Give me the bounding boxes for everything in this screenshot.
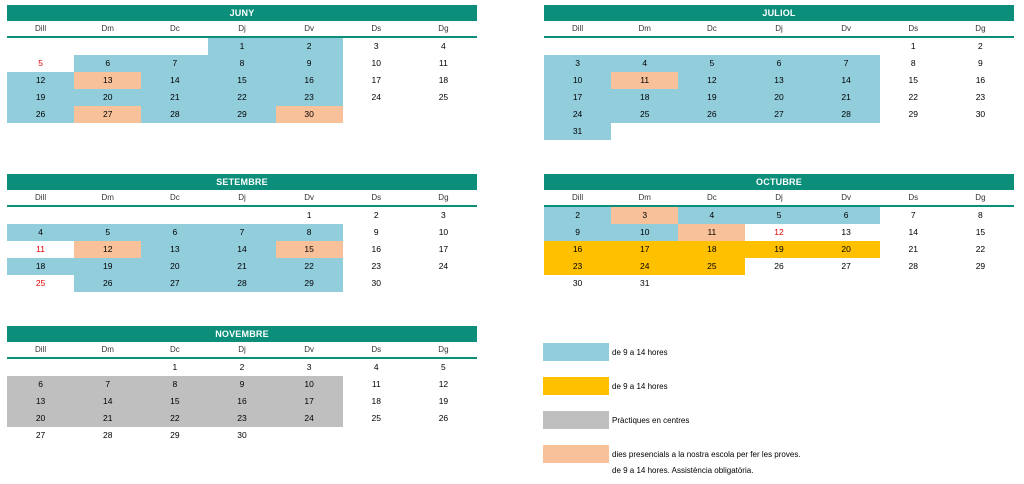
weekday-label: Dg <box>975 24 986 33</box>
day-cell: 7 <box>910 210 916 220</box>
day-cell: 1 <box>910 41 916 51</box>
day-cell: 26 <box>7 106 74 123</box>
day-cell: 3 <box>611 207 678 224</box>
day-cell: 24 <box>544 106 611 123</box>
day-cell: 14 <box>74 393 141 410</box>
empty-cell <box>410 275 477 292</box>
day-cell: 3 <box>441 210 446 220</box>
day-cell: 4 <box>611 55 678 72</box>
month-title: JULIOL <box>544 5 1014 21</box>
day-cell: 25 <box>35 278 46 288</box>
day-cell: 10 <box>371 58 381 68</box>
day-cell: 30 <box>572 278 583 288</box>
day-cell: 30 <box>975 109 986 119</box>
day-cell: 16 <box>544 241 611 258</box>
empty-cell <box>276 427 343 444</box>
day-cell: 12 <box>74 241 141 258</box>
day-cell: 12 <box>774 227 784 237</box>
day-cell: 28 <box>208 275 275 292</box>
day-cell: 6 <box>74 55 141 72</box>
day-cell: 2 <box>544 207 611 224</box>
day-cell: 30 <box>371 278 381 288</box>
day-grid <box>7 207 477 292</box>
day-cell: 2 <box>978 41 983 51</box>
weekday-label: Dv <box>304 193 315 202</box>
month-title: OCTUBRE <box>544 174 1014 190</box>
empty-cell <box>7 207 74 224</box>
weekday-label: Dc <box>169 345 180 354</box>
empty-cell <box>745 38 812 55</box>
weekday-label: Dc <box>706 193 717 202</box>
day-cell: 5 <box>678 55 745 72</box>
day-cell: 9 <box>544 224 611 241</box>
weekday-label: Dg <box>438 193 449 202</box>
weekday-label: Dj <box>238 345 246 354</box>
day-cell: 11 <box>371 379 381 389</box>
calendar-octubre <box>544 174 1014 292</box>
day-cell: 10 <box>611 224 678 241</box>
day-cell: 19 <box>745 241 812 258</box>
day-cell: 28 <box>813 106 880 123</box>
day-cell: 19 <box>678 89 745 106</box>
day-cell: 21 <box>208 258 275 275</box>
day-cell: 29 <box>908 109 918 119</box>
day-cell: 17 <box>438 244 449 254</box>
empty-cell <box>343 427 410 444</box>
day-cell: 5 <box>38 58 43 68</box>
day-cell: 24 <box>276 410 343 427</box>
empty-cell <box>74 359 141 376</box>
weekday-label: Dill <box>35 24 47 33</box>
day-cell: 18 <box>438 75 449 85</box>
day-cell: 12 <box>438 379 449 389</box>
day-cell: 9 <box>373 227 379 237</box>
day-cell: 25 <box>371 413 381 423</box>
day-cell: 3 <box>306 362 312 372</box>
day-cell: 4 <box>678 207 745 224</box>
day-cell: 23 <box>544 258 611 275</box>
day-cell: 26 <box>678 106 745 123</box>
weekday-label: Dv <box>304 24 315 33</box>
day-cell: 4 <box>373 362 379 372</box>
weekday-label: Dill <box>35 193 47 202</box>
day-cell: 11 <box>611 72 678 89</box>
day-cell: 20 <box>74 89 141 106</box>
day-cell: 20 <box>745 89 812 106</box>
day-cell: 13 <box>74 72 141 89</box>
day-cell: 5 <box>441 362 446 372</box>
day-cell: 17 <box>611 241 678 258</box>
day-cell: 22 <box>975 244 986 254</box>
day-cell: 30 <box>237 430 247 440</box>
day-cell: 11 <box>439 58 448 68</box>
day-cell: 22 <box>276 258 343 275</box>
legend-item-gray <box>543 411 843 429</box>
weekday-label: Dc <box>706 24 717 33</box>
day-cell: 2 <box>239 362 245 372</box>
weekday-header <box>544 191 1014 207</box>
day-cell: 29 <box>975 261 986 271</box>
day-cell: 18 <box>678 241 745 258</box>
weekday-label: Ds <box>371 193 382 202</box>
legend-label: de 9 a 14 hores <box>612 381 668 391</box>
day-cell: 25 <box>611 106 678 123</box>
empty-cell <box>947 275 1014 292</box>
day-cell: 26 <box>74 275 141 292</box>
day-cell: 12 <box>7 72 74 89</box>
day-cell: 27 <box>141 275 208 292</box>
day-cell: 25 <box>438 92 449 102</box>
day-cell: 9 <box>276 55 343 72</box>
day-cell: 7 <box>74 376 141 393</box>
day-cell: 6 <box>745 55 812 72</box>
legend-item-orange <box>543 445 843 463</box>
day-grid <box>544 38 1014 140</box>
day-cell: 20 <box>7 410 74 427</box>
empty-cell <box>678 123 745 140</box>
weekday-label: Ds <box>371 24 382 33</box>
empty-cell <box>947 123 1014 140</box>
weekday-label: Dm <box>101 193 114 202</box>
empty-cell <box>880 123 947 140</box>
legend-label: dies presencials a la nostra escola per fer les proves. <box>612 449 801 459</box>
empty-cell <box>208 207 275 224</box>
empty-cell <box>611 38 678 55</box>
weekday-label: Dg <box>975 193 986 202</box>
legend-swatch <box>543 343 609 361</box>
day-cell: 17 <box>276 393 343 410</box>
day-cell: 20 <box>813 241 880 258</box>
calendar-setembre <box>7 174 477 292</box>
legend-label: de 9 a 14 hores <box>612 347 668 357</box>
day-cell: 15 <box>208 72 275 89</box>
day-cell: 20 <box>141 258 208 275</box>
day-cell: 15 <box>975 227 986 237</box>
weekday-label: Dv <box>841 24 852 33</box>
day-cell: 23 <box>276 89 343 106</box>
weekday-label: Ds <box>908 193 919 202</box>
day-cell: 1 <box>306 210 312 220</box>
weekday-label: Dill <box>35 345 47 354</box>
day-cell: 31 <box>639 278 650 288</box>
day-cell: 27 <box>74 106 141 123</box>
day-grid <box>544 207 1014 292</box>
day-cell: 16 <box>276 72 343 89</box>
weekday-label: Ds <box>908 24 919 33</box>
weekday-label: Dm <box>638 24 651 33</box>
day-cell: 17 <box>544 89 611 106</box>
day-cell: 22 <box>208 89 275 106</box>
empty-cell <box>141 207 208 224</box>
calendar-juliol <box>544 5 1014 140</box>
weekday-label: Dc <box>169 24 180 33</box>
legend-item-yellow <box>543 377 843 395</box>
empty-cell <box>7 38 74 55</box>
day-cell: 22 <box>908 92 918 102</box>
day-cell: 3 <box>373 41 379 51</box>
day-cell: 22 <box>141 410 208 427</box>
day-cell: 23 <box>975 92 986 102</box>
day-cell: 16 <box>208 393 275 410</box>
weekday-label: Ds <box>371 345 382 354</box>
day-cell: 4 <box>441 41 446 51</box>
day-cell: 21 <box>813 89 880 106</box>
day-cell: 18 <box>7 258 74 275</box>
day-cell: 4 <box>7 224 74 241</box>
day-cell: 6 <box>141 224 208 241</box>
day-cell: 15 <box>908 75 918 85</box>
day-cell: 26 <box>438 413 449 423</box>
calendar-novembre <box>7 326 477 444</box>
day-cell: 12 <box>678 72 745 89</box>
weekday-label: Dj <box>238 24 246 33</box>
weekday-header <box>7 191 477 207</box>
day-cell: 26 <box>774 261 784 271</box>
weekday-label: Dj <box>775 24 783 33</box>
weekday-label: Dg <box>438 345 449 354</box>
legend-extra-note: de 9 a 14 hores. Assistència obligatòria. <box>612 466 754 475</box>
day-cell: 8 <box>141 376 208 393</box>
day-cell: 27 <box>35 430 46 440</box>
day-cell: 23 <box>371 261 381 271</box>
day-cell: 19 <box>438 396 449 406</box>
day-cell: 28 <box>908 261 918 271</box>
day-cell: 8 <box>208 55 275 72</box>
weekday-label: Dg <box>438 24 449 33</box>
day-cell: 25 <box>678 258 745 275</box>
day-cell: 13 <box>141 241 208 258</box>
day-cell: 3 <box>544 55 611 72</box>
day-cell: 29 <box>276 275 343 292</box>
day-cell: 24 <box>611 258 678 275</box>
day-grid <box>7 38 477 123</box>
day-cell: 14 <box>908 227 918 237</box>
legend-swatch <box>543 445 609 463</box>
weekday-label: Dm <box>638 193 651 202</box>
day-cell: 31 <box>544 123 611 140</box>
day-cell: 30 <box>276 106 343 123</box>
day-cell: 5 <box>74 224 141 241</box>
day-cell: 9 <box>978 58 983 68</box>
day-cell: 21 <box>74 410 141 427</box>
day-cell: 11 <box>678 224 745 241</box>
legend-swatch <box>543 411 609 429</box>
day-cell: 9 <box>208 376 275 393</box>
day-cell: 7 <box>141 55 208 72</box>
empty-cell <box>678 38 745 55</box>
day-cell: 6 <box>7 376 74 393</box>
day-cell: 17 <box>371 75 381 85</box>
day-cell: 8 <box>910 58 916 68</box>
day-cell: 13 <box>7 393 74 410</box>
day-cell: 10 <box>276 376 343 393</box>
day-cell: 8 <box>276 224 343 241</box>
weekday-label: Dm <box>101 345 114 354</box>
day-cell: 18 <box>611 89 678 106</box>
day-cell: 7 <box>813 55 880 72</box>
day-cell: 7 <box>208 224 275 241</box>
day-cell: 14 <box>141 72 208 89</box>
empty-cell <box>745 275 812 292</box>
day-grid <box>7 359 477 444</box>
day-cell: 19 <box>7 89 74 106</box>
day-cell: 14 <box>813 72 880 89</box>
day-cell: 28 <box>102 430 113 440</box>
empty-cell <box>544 38 611 55</box>
empty-cell <box>7 359 74 376</box>
day-cell: 24 <box>371 92 381 102</box>
empty-cell <box>410 106 477 123</box>
empty-cell <box>343 106 410 123</box>
empty-cell <box>745 123 812 140</box>
day-cell: 1 <box>172 362 178 372</box>
day-cell: 6 <box>813 207 880 224</box>
day-cell: 28 <box>141 106 208 123</box>
weekday-label: Dill <box>572 193 584 202</box>
day-cell: 23 <box>208 410 275 427</box>
weekday-label: Dj <box>238 193 246 202</box>
day-cell: 2 <box>373 210 379 220</box>
day-cell: 11 <box>36 244 45 254</box>
day-cell: 10 <box>544 72 611 89</box>
empty-cell <box>410 427 477 444</box>
month-title: SETEMBRE <box>7 174 477 190</box>
empty-cell <box>74 38 141 55</box>
day-cell: 8 <box>978 210 983 220</box>
day-cell: 24 <box>438 261 449 271</box>
weekday-label: Dc <box>169 193 180 202</box>
weekday-header <box>7 343 477 359</box>
weekday-label: Dm <box>101 24 114 33</box>
day-cell: 18 <box>371 396 381 406</box>
empty-cell <box>813 275 880 292</box>
day-cell: 15 <box>276 241 343 258</box>
day-cell: 29 <box>208 106 275 123</box>
day-cell: 2 <box>276 38 343 55</box>
day-cell: 16 <box>975 75 986 85</box>
legend-label: Pràctiques en centres <box>612 415 690 425</box>
weekday-label: Dv <box>841 193 852 202</box>
day-cell: 13 <box>841 227 851 237</box>
empty-cell <box>813 123 880 140</box>
day-cell: 5 <box>745 207 812 224</box>
day-cell: 19 <box>74 258 141 275</box>
empty-cell <box>74 207 141 224</box>
empty-cell <box>813 38 880 55</box>
day-cell: 27 <box>745 106 812 123</box>
month-title: NOVEMBRE <box>7 326 477 342</box>
empty-cell <box>141 38 208 55</box>
weekday-label: Dill <box>572 24 584 33</box>
empty-cell <box>880 275 947 292</box>
day-cell: 16 <box>371 244 381 254</box>
empty-cell <box>611 123 678 140</box>
month-title: JUNY <box>7 5 477 21</box>
day-cell: 27 <box>841 261 851 271</box>
calendar-juny <box>7 5 477 123</box>
weekday-label: Dj <box>775 193 783 202</box>
day-cell: 21 <box>141 89 208 106</box>
legend-swatch <box>543 377 609 395</box>
empty-cell <box>678 275 745 292</box>
day-cell: 13 <box>745 72 812 89</box>
weekday-header <box>544 22 1014 38</box>
day-cell: 1 <box>208 38 275 55</box>
day-cell: 15 <box>141 393 208 410</box>
day-cell: 29 <box>170 430 180 440</box>
day-cell: 10 <box>438 227 449 237</box>
weekday-label: Dv <box>304 345 315 354</box>
day-cell: 21 <box>908 244 918 254</box>
legend-item-blue <box>543 343 843 361</box>
day-cell: 14 <box>208 241 275 258</box>
weekday-header <box>7 22 477 38</box>
